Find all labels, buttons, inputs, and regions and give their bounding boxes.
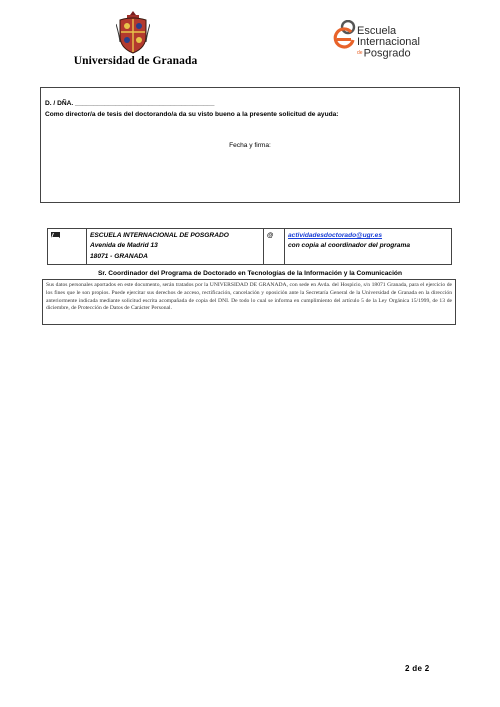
school-name: ESCUELA INTERNACIONAL DE POSGRADO <box>90 232 229 239</box>
approval-statement: Como director/a de tesis del doctorando/a da su visto bueno a la presente solicitud de ayuda: <box>45 111 339 118</box>
eip-line-escuela: Escuela <box>357 25 397 37</box>
university-name: Universidad de Granada <box>73 55 198 67</box>
date-signature-label: Fecha y firma: <box>229 142 271 149</box>
contact-table <box>47 228 452 265</box>
contact-row <box>48 229 452 265</box>
copy-note: con copia al coordinador del programa <box>288 242 411 250</box>
escuela-posgrado-logo-text <box>357 26 420 59</box>
at-symbol-cell: @ <box>264 229 285 265</box>
envelope-icon <box>51 232 60 238</box>
school-street: Avenida de Madrid 13 <box>90 242 158 250</box>
email-cell <box>285 229 452 265</box>
school-address-cell <box>87 229 264 265</box>
email-link[interactable]: actividadesdoctorado@ugr.es <box>288 232 383 239</box>
coordinator-addressee: Sr. Coordinador del Programa de Doctorado en Tecnologías de la Información y la Comunicación <box>98 270 402 277</box>
data-protection-notice: Sus datos personales aportados en este documento, serán tratados por la UNIVERSIDAD DE GRANADA, con sede en Avda. del Hospicio, s/n 18071 Granada, para el ejercicio de los fines que le son propios. Puede ejercitar sus derechos de acceso, rectificación, cancelación y oposición ante la Secretaría General de la Universidad de Granada en la dirección anteriormente indicada mediante solicitud escrita acompañada de copia del DNI. De todo lo cual se informa en cumplimiento del artículo 5 de la Ley Orgánica 15/1999, de 13 de diciembre, de Protección de Datos de Carácter Personal. <box>42 279 456 325</box>
director-name-field[interactable]: D. / DÑA. ______________________________________ <box>45 100 215 107</box>
school-city: 18071 - GRANADA <box>90 252 148 260</box>
eip-line-posgrado: dePosgrado <box>357 47 411 60</box>
escuela-posgrado-logo-mark <box>331 20 357 50</box>
eip-line-internacional: Internacional <box>357 36 420 48</box>
eip-de: de <box>357 50 363 56</box>
page-number: 2 de 2 <box>405 664 430 673</box>
contact-icon-cell <box>48 229 87 265</box>
university-crest-logo <box>116 10 150 54</box>
